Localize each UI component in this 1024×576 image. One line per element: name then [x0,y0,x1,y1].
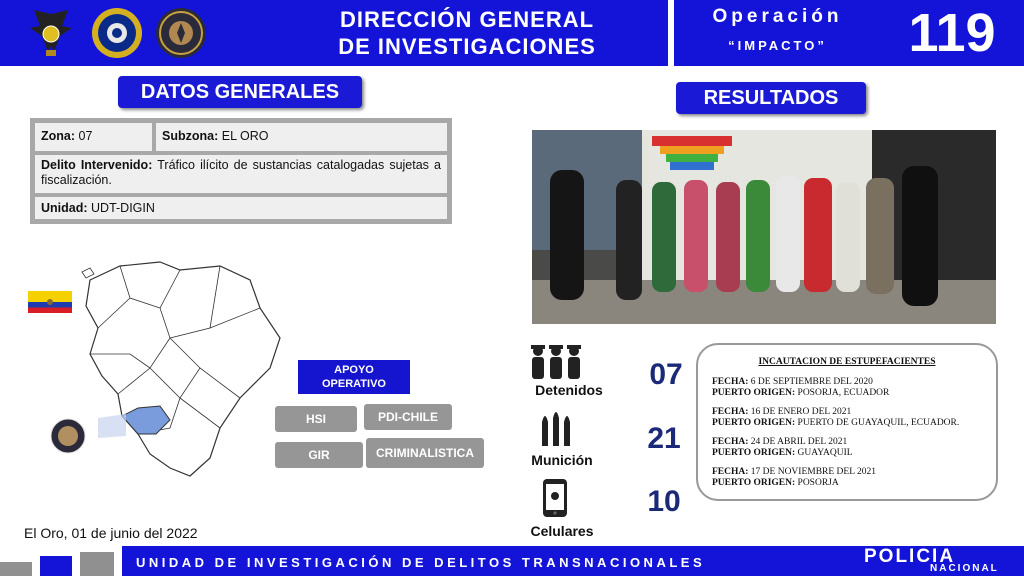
fecha-label: FECHA: [712,377,749,387]
support-unit-hsi: HSI [275,406,357,432]
entry-origen: PUERTO DE GUAYAQUIL, ECUADOR. [797,418,960,428]
unidad-value: UDT-DIGIN [91,201,155,215]
info-table [30,118,452,224]
eagle-emblem-icon [24,6,78,60]
footer-square-blue [40,556,72,576]
detainees-icon [526,343,586,381]
police-badge-icon [50,418,86,454]
delito-value: Tráfico ilícito de sustancias catalogadas sujetas a fiscalización. [41,158,441,187]
zona-value: 07 [78,129,93,143]
support-unit-criminalistica: CRIMINALISTICA [366,438,484,468]
report-date: El Oro, 01 de junio del 2022 [24,525,198,541]
delito-cell [33,153,449,195]
incautacion-box [696,343,998,501]
ecuador-map-icon [60,258,300,482]
origen-label: PUERTO ORIGEN: [712,388,796,398]
origen-label: PUERTO ORIGEN: [712,418,796,428]
stat-label-detenidos: Detenidos [535,382,603,398]
apoyo-line-2: OPERATIVO [322,378,386,390]
stat-label-celulares: Celulares [530,523,594,539]
brand-nacional: NACIONAL [930,563,999,574]
apoyo-line-1: APOYO [334,364,374,376]
incautacion-entry [712,467,994,489]
entry-fecha: 6 DE SEPTIEMBRE DEL 2020 [750,377,873,387]
zona-cell [33,121,154,153]
police-seal-icon [154,6,208,60]
incautacion-entry [712,437,994,459]
subzona-cell [154,121,449,153]
stat-value-municion: 21 [647,422,681,455]
fecha-label: FECHA: [712,407,749,417]
fecha-label: FECHA: [712,467,749,477]
entry-origen: POSORJA, ECUADOR [797,388,890,398]
entry-fecha: 16 DE ENERO DEL 2021 [750,407,852,417]
unidad-label: Unidad: [41,201,88,215]
support-unit-gir: GIR [275,442,363,468]
dgi-seal-icon [90,6,144,60]
operation-number: 119 [908,3,996,63]
ammunition-icon [536,408,576,448]
page-title [292,6,642,60]
origen-label: PUERTO ORIGEN: [712,448,796,458]
entry-origen: GUAYAQUIL [797,448,853,458]
apoyo-operativo-title [298,360,410,394]
stat-value-detenidos: 07 [649,358,683,391]
title-line-2: DE INVESTIGACIONES [338,34,596,59]
subzona-value: EL ORO [221,129,269,143]
origen-label: PUERTO ORIGEN: [712,478,796,488]
brand-policia: POLICIA [864,546,956,567]
incautacion-title: INCAUTACION DE ESTUPEFACIENTES [758,357,936,367]
section-title-resultados: RESULTADOS [676,82,866,114]
entry-fecha: 24 DE ABRIL DEL 2021 [750,437,848,447]
fecha-label: FECHA: [712,437,749,447]
title-line-1: DIRECCIÓN GENERAL [339,7,595,32]
phone-icon [542,478,568,518]
incautacion-entry [712,407,994,429]
section-title-datos: DATOS GENERALES [118,76,362,108]
operation-name: “IMPACTO” [728,38,827,53]
support-unit-pdi-chile: PDI-CHILE [364,404,452,430]
stat-label-municion: Munición [531,452,593,468]
footer-unit-name: UNIDAD DE INVESTIGACIÓN DE DELITOS TRANSNACIONALES [136,555,706,570]
entry-fecha: 17 DE NOVIEMBRE DEL 2021 [750,467,877,477]
incautacion-entry [712,377,994,399]
operation-label: Operación [712,6,843,27]
zona-label: Zona: [41,129,76,143]
detainees-photo [532,130,996,324]
header-divider [668,0,674,66]
footer-square-grey-2 [80,552,114,576]
subzona-label: Subzona: [162,129,219,143]
stat-value-celulares: 10 [647,485,681,518]
footer-square-grey-1 [0,562,32,576]
unidad-cell [33,195,449,221]
entry-origen: POSORJA [797,478,839,488]
delito-label: Delito Intervenido: [41,158,153,172]
